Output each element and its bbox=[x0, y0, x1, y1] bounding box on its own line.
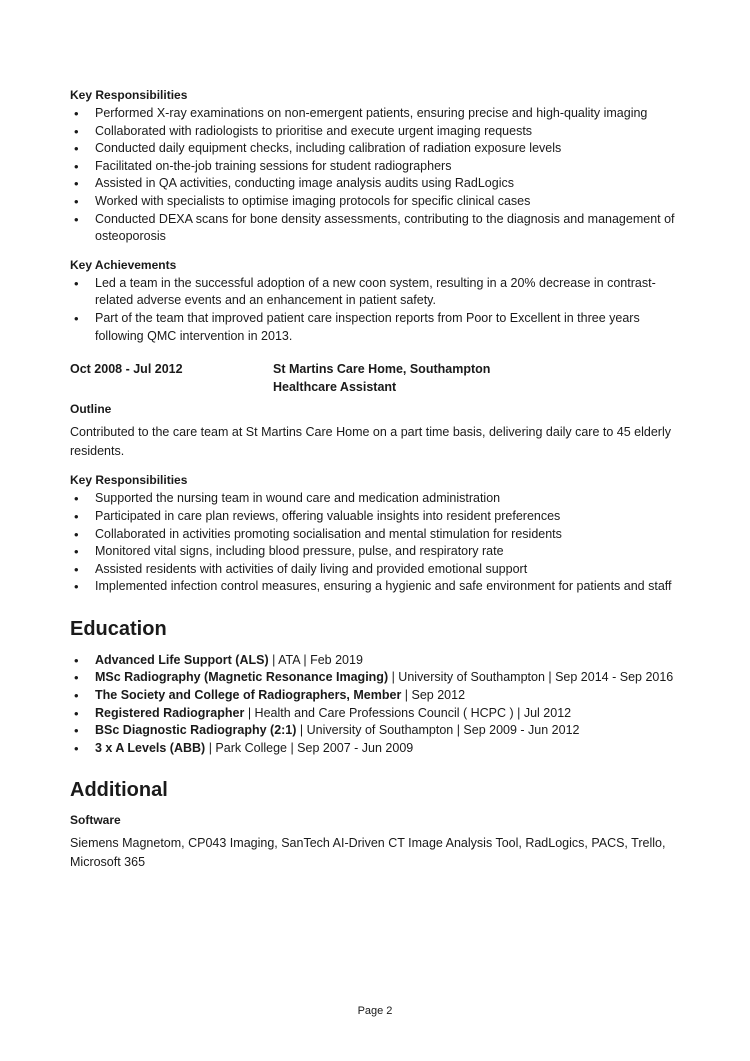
list-item: • Led a team in the successful adoption of a new coon system, resulting in a 20% decrease in contrast-related adverse events and an enhancement in patient safety. bbox=[70, 275, 682, 310]
page-number: Page 2 bbox=[357, 1005, 393, 1017]
list-item: • Participated in care plan reviews, offering valuable insights into resident preferences bbox=[70, 508, 682, 526]
list-item bbox=[70, 687, 682, 705]
job2-employer: St Martins Care Home, Southampton bbox=[273, 362, 491, 377]
list-item: • Assisted residents with activities of daily living and provided emotional support bbox=[70, 561, 682, 579]
job2-responsibilities-heading: Key Responsibilities bbox=[70, 473, 188, 488]
job1-achievements-list bbox=[70, 275, 682, 345]
education-heading: Education bbox=[70, 617, 167, 640]
education-item-detail: | University of Southampton | Sep 2014 - Sep 2016 bbox=[388, 670, 674, 685]
job2-header bbox=[70, 361, 682, 396]
job2-outline-heading: Outline bbox=[70, 402, 112, 417]
list-item bbox=[70, 669, 682, 687]
list-item bbox=[70, 740, 682, 758]
job2-info bbox=[273, 361, 490, 396]
software-text: Siemens Magnetom, CP043 Imaging, SanTech AI-Driven CT Image Analysis Tool, RadLogics, PACS, Trello, Microsoft 365 bbox=[70, 836, 666, 870]
education-item-title: 3 x A Levels (ABB) bbox=[95, 740, 206, 755]
list-item: • Worked with specialists to optimise imaging protocols for specific clinical cases bbox=[70, 193, 682, 211]
education-item-title: The Society and College of Radiographers, Member bbox=[95, 688, 402, 703]
software-heading: Software bbox=[70, 813, 121, 828]
education-item-detail: | Health and Care Professions Council ( HCPC ) | Jul 2012 bbox=[244, 705, 572, 720]
education-item-detail: | University of Southampton | Sep 2009 - Jun 2012 bbox=[296, 723, 580, 738]
list-item: • Monitored vital signs, including blood pressure, pulse, and respiratory rate bbox=[70, 543, 682, 561]
education-item-detail: | Sep 2012 bbox=[401, 688, 466, 703]
additional-heading: Additional bbox=[70, 779, 168, 802]
education-item-title: MSc Radiography (Magnetic Resonance Imaging) bbox=[95, 670, 389, 685]
list-item: • Part of the team that improved patient care inspection reports from Poor to Excellent in three years following QMC intervention in 2013. bbox=[70, 310, 682, 345]
list-item bbox=[70, 705, 682, 723]
list-item: • Conducted DEXA scans for bone density assessments, contributing to the diagnosis and management of osteoporosis bbox=[70, 211, 682, 246]
job2-title: Healthcare Assistant bbox=[273, 379, 397, 394]
list-item: • Collaborated with radiologists to prioritise and execute urgent imaging requests bbox=[70, 123, 682, 141]
education-item-title: Advanced Life Support (ALS) bbox=[95, 652, 269, 667]
list-item: • Collaborated in activities promoting socialisation and mental stimulation for residents bbox=[70, 526, 682, 544]
education-item-title: Registered Radiographer bbox=[95, 705, 245, 720]
job2-dates: Oct 2008 - Jul 2012 bbox=[70, 362, 183, 377]
list-item: • Conducted daily equipment checks, including calibration of radiation exposure levels bbox=[70, 140, 682, 158]
education-item-detail: | Park College | Sep 2007 - Jun 2009 bbox=[205, 740, 414, 755]
list-item bbox=[70, 652, 682, 670]
job1-responsibilities-heading: Key Responsibilities bbox=[70, 88, 188, 102]
job2-responsibilities-list bbox=[70, 490, 682, 596]
job1-achievements-heading: Key Achievements bbox=[70, 257, 177, 272]
job1-responsibilities-list bbox=[70, 105, 682, 246]
list-item bbox=[70, 722, 682, 740]
list-item: • Implemented infection control measures, ensuring a hygienic and safe environment for patients and staff bbox=[70, 578, 682, 596]
list-item: • Supported the nursing team in wound care and medication administration bbox=[70, 490, 682, 508]
resume-page bbox=[70, 86, 682, 872]
job2-outline-text: Contributed to the care team at St Martins Care Home on a part time basis, delivering daily care to 45 elderly residents. bbox=[70, 425, 671, 459]
list-item: • Performed X-ray examinations on non-emergent patients, ensuring precise and high-quality imaging bbox=[70, 105, 682, 123]
list-item: • Facilitated on-the-job training sessions for student radiographers bbox=[70, 158, 682, 176]
education-list bbox=[70, 652, 682, 758]
list-item: • Assisted in QA activities, conducting image analysis audits using RadLogics bbox=[70, 175, 682, 193]
education-item-title: BSc Diagnostic Radiography (2:1) bbox=[95, 723, 297, 738]
education-item-detail: | ATA | Feb 2019 bbox=[268, 652, 363, 667]
